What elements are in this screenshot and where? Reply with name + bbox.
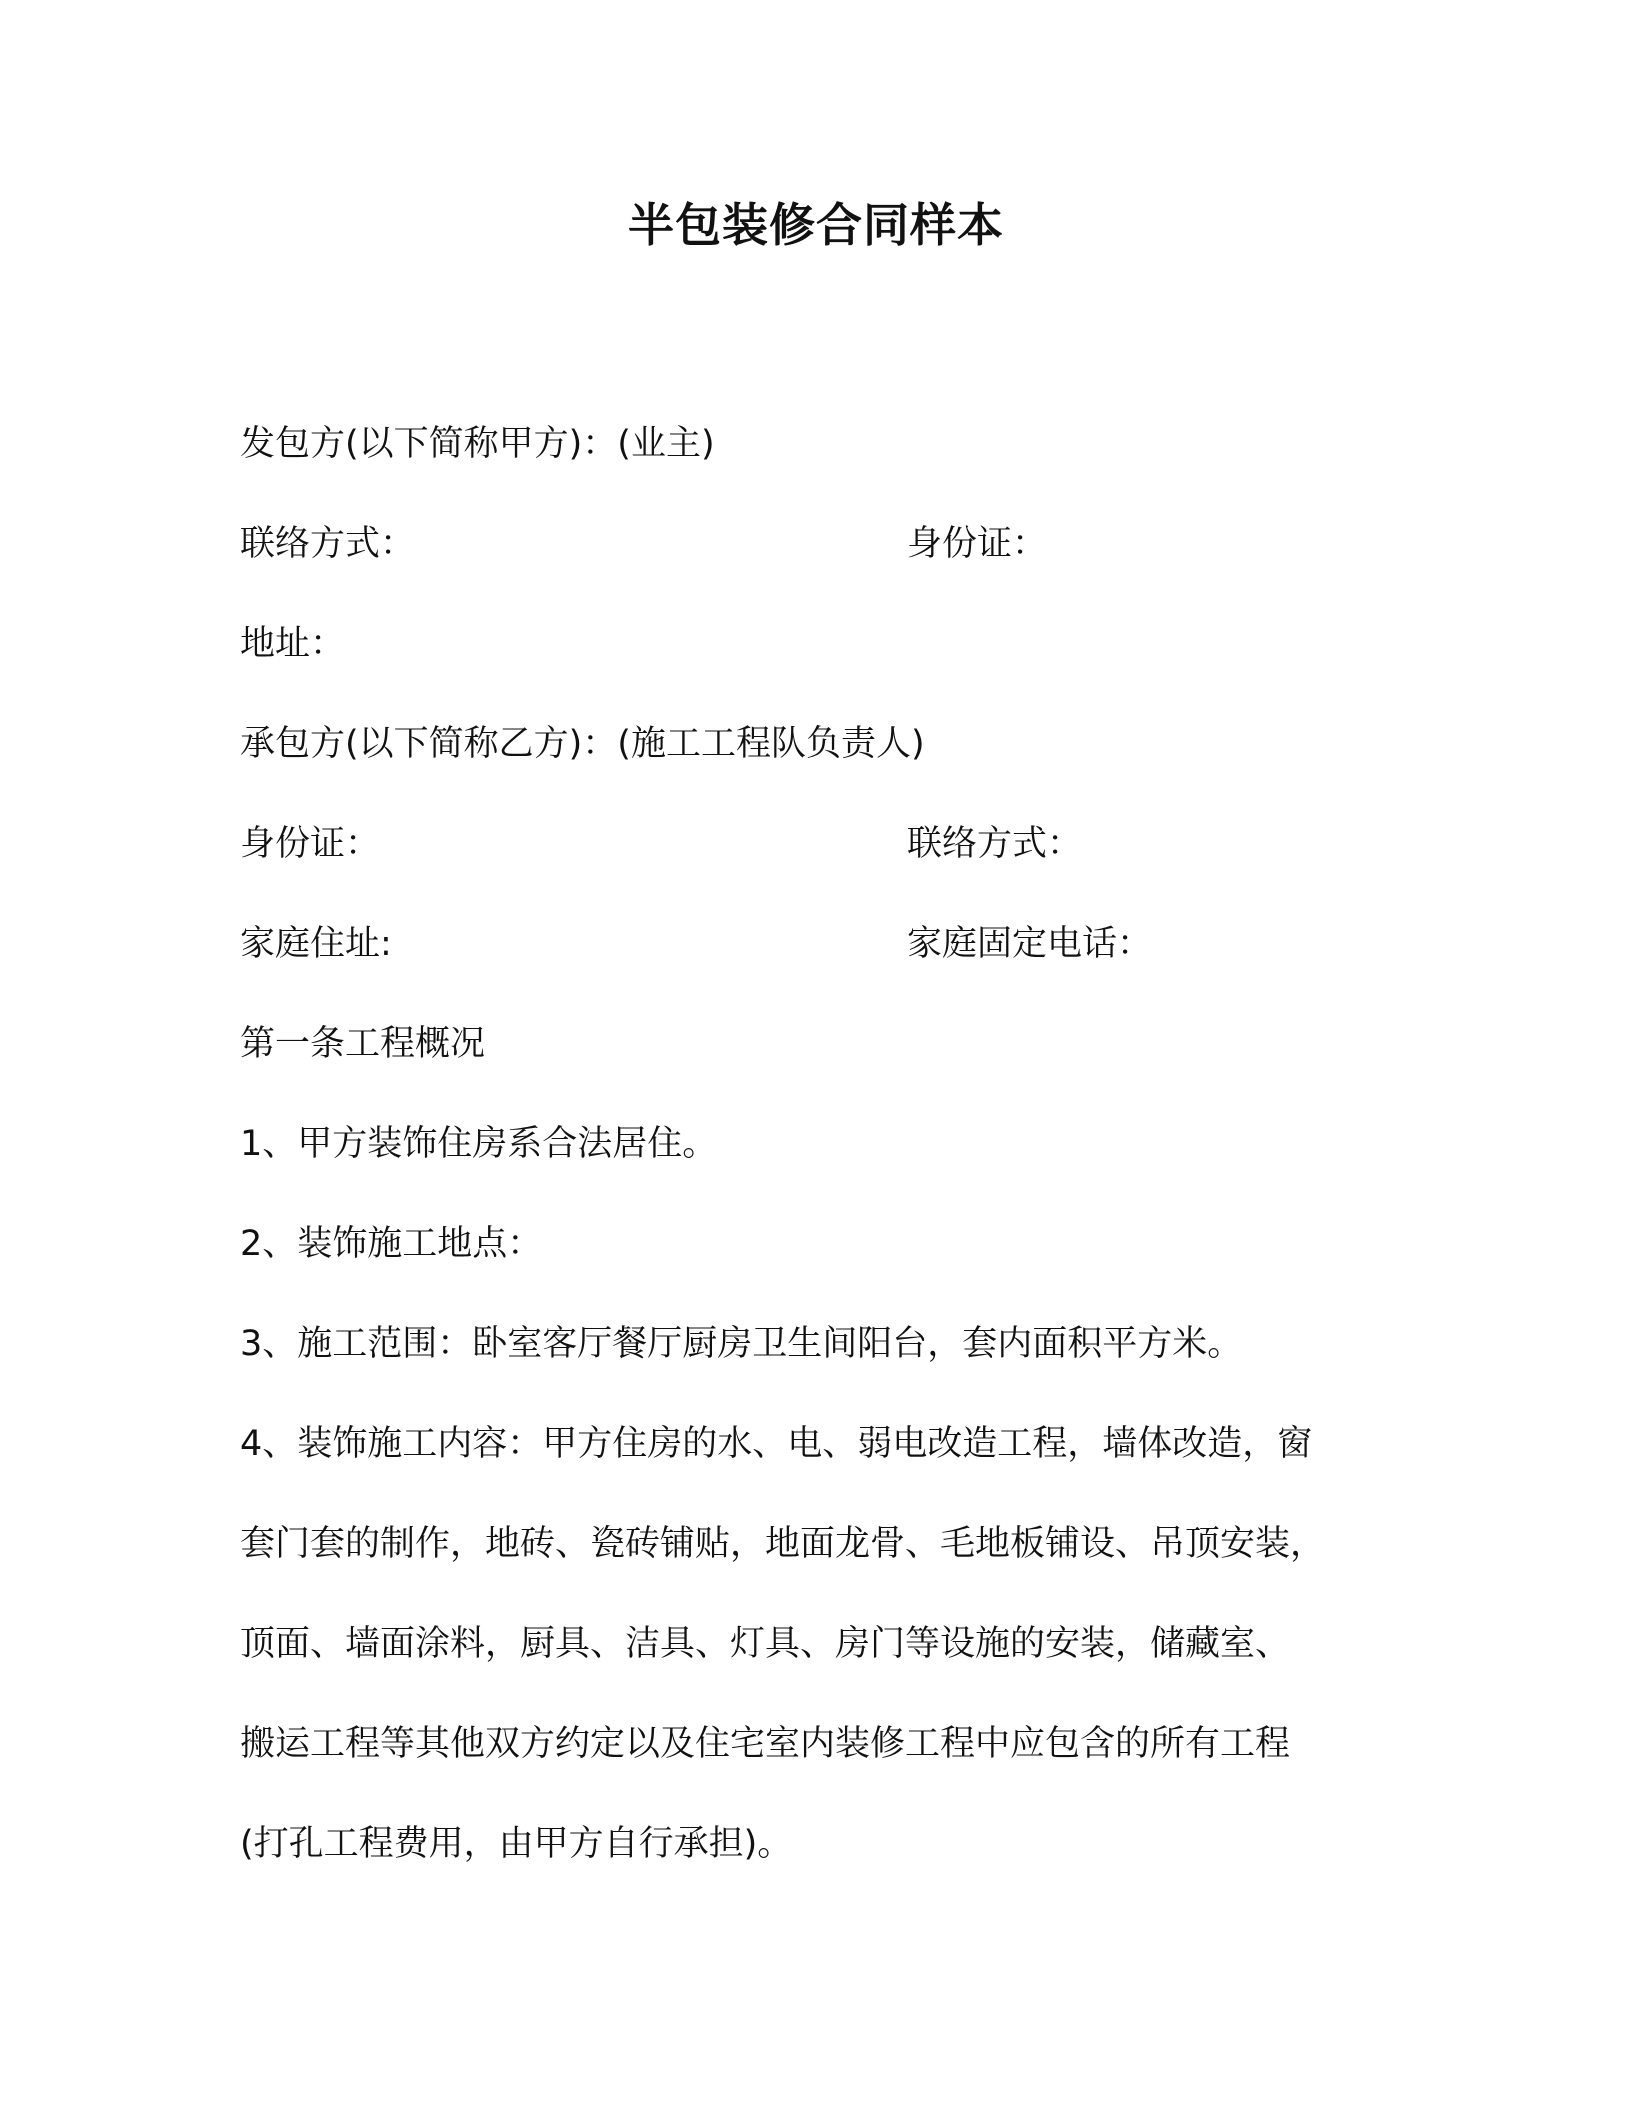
- article1-heading: 第一条工程概况: [240, 1024, 486, 1064]
- party-a-address-label: 地址：: [240, 624, 346, 664]
- party-b-contact-label: 联络方式：: [907, 824, 1083, 864]
- party-b-label: 承包方(以下简称乙方)：(施工工程队负责人): [240, 724, 925, 764]
- party-b-home-phone-label: 家庭固定电话：: [907, 924, 1153, 964]
- article1-item1: 1、甲方装饰住房系合法居住。: [240, 1124, 718, 1164]
- article1-item3: 3、施工范围：卧室客厅餐厅厨房卫生间阳台，套内面积平方米。: [240, 1324, 1243, 1364]
- article1-item4-line1: 4、装饰施工内容：甲方住房的水、电、弱电改造工程，墙体改造，窗: [240, 1424, 1313, 1464]
- party-a-contact-row: [240, 520, 1440, 568]
- article1-item4-line4: 搬运工程等其他双方约定以及住宅室内装修工程中应包含的所有工程: [240, 1724, 1291, 1764]
- party-a-contact-label: 联络方式：: [240, 524, 416, 564]
- party-b-id-row: [240, 820, 1440, 868]
- party-b-home-row: [240, 920, 1440, 968]
- article1-item4-line2: 套门套的制作，地砖、瓷砖铺贴，地面龙骨、毛地板铺设、吊顶安装，: [240, 1524, 1326, 1564]
- document-title: 半包装修合同样本: [628, 198, 1004, 252]
- party-b-id-label: 身份证：: [240, 824, 381, 864]
- party-a-label: 发包方(以下简称甲方)：(业主): [240, 424, 715, 464]
- article1-item4-line5: (打孔工程费用，由甲方自行承担)。: [240, 1824, 793, 1864]
- article1-item4-line3: 顶面、墙面涂料，厨具、洁具、灯具、房门等设施的安装，储藏室、: [240, 1624, 1291, 1664]
- party-a-id-label: 身份证：: [907, 524, 1048, 564]
- article1-item2: 2、装饰施工地点：: [240, 1224, 543, 1264]
- party-b-home-address-label: 家庭住址:: [240, 924, 392, 964]
